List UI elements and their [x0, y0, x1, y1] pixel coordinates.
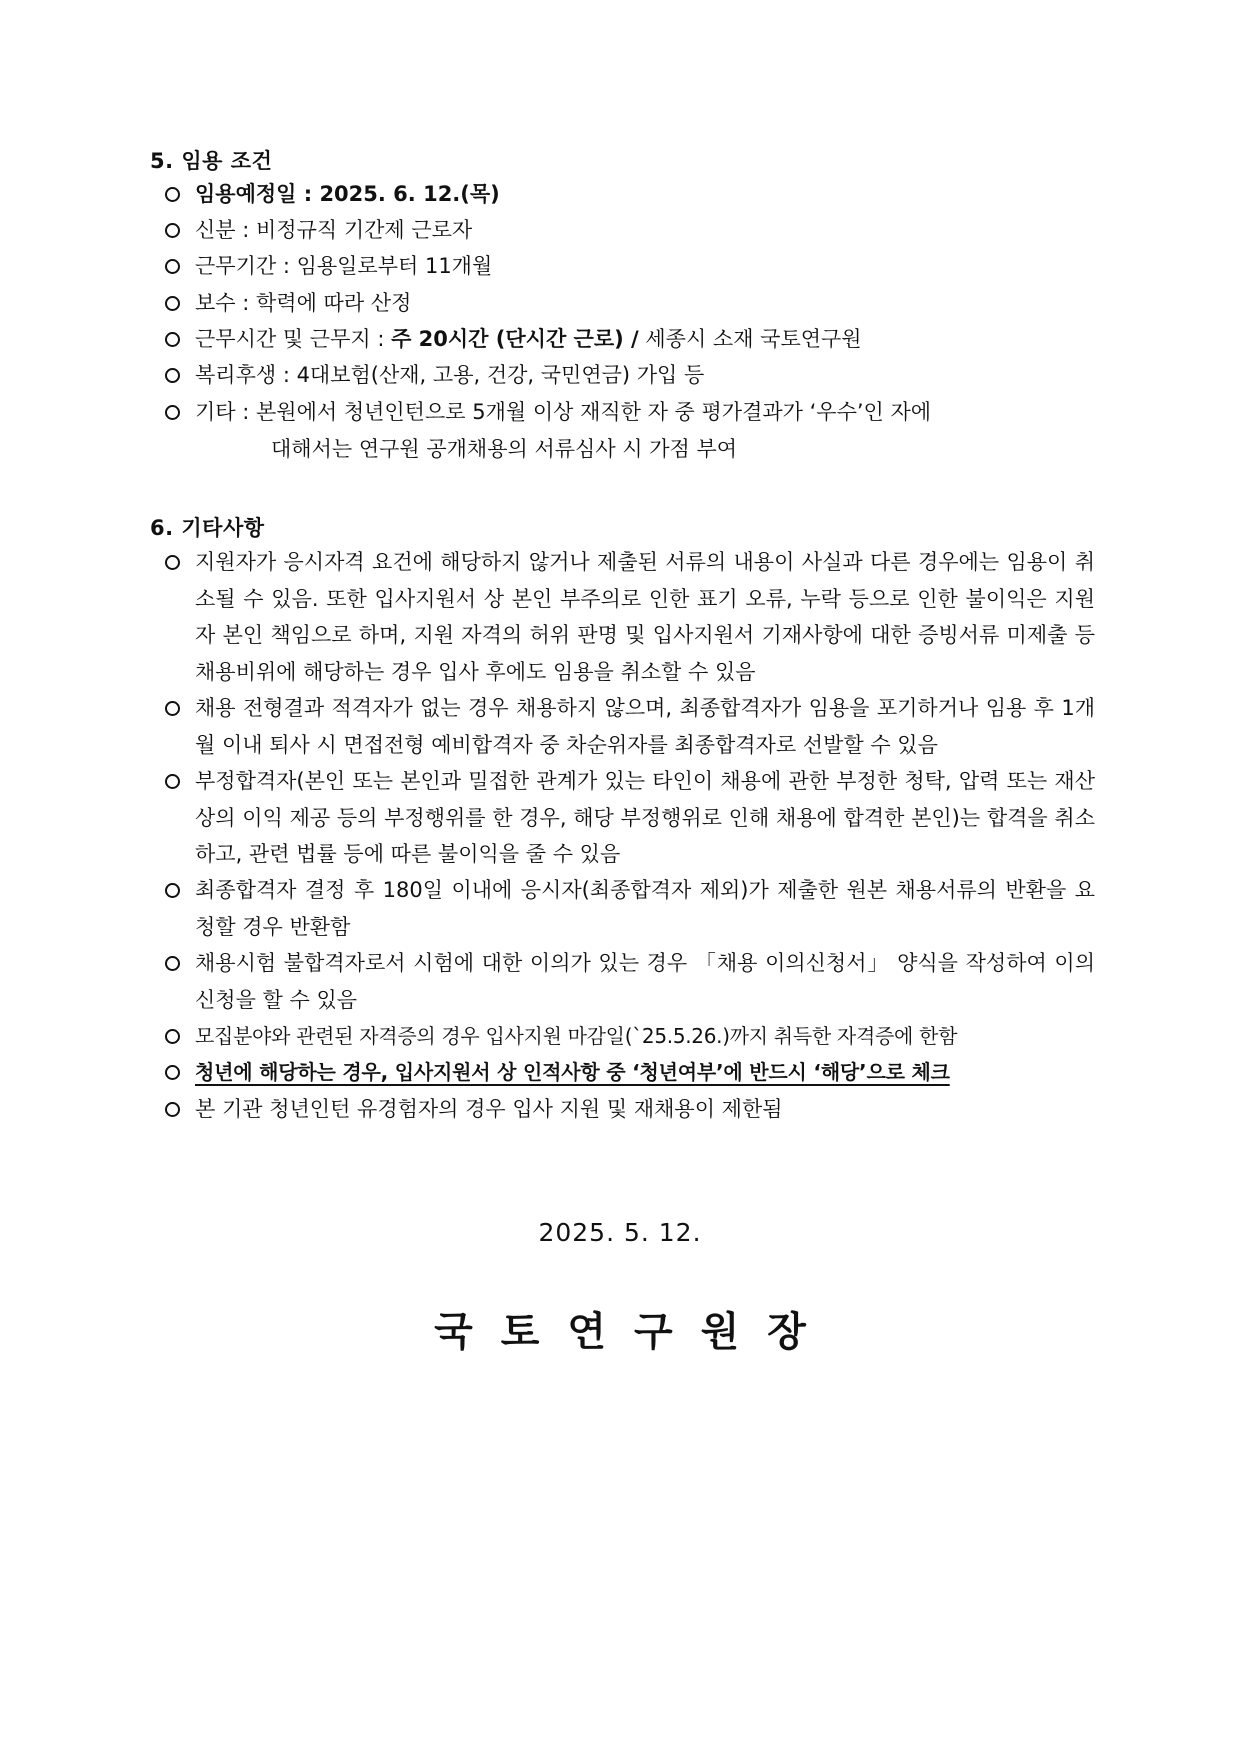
notice-item-3 [165, 763, 1095, 873]
condition-start-date [165, 176, 1095, 213]
notice-item-8 [165, 1091, 1095, 1128]
circle-bullet-icon [165, 259, 180, 274]
hours-label: 근무시간 및 근무지 : [195, 327, 392, 351]
notice-item-3-text: 부정합격자(본인 또는 본인과 밀접한 관계가 있는 타인이 채용에 관한 부정한 청탁, 압력 또는 재산상의 이익 제공 등의 부정행위를 한 경우, 해당 부정행위로 인해 채용에 합격한 본인)는 합격을 취소하고, 관련 법률 등에 따른 불이익을 줄 수 있음 [195, 769, 1095, 866]
condition-status [165, 212, 1095, 249]
section-6-title: 6. 기타사항 [150, 516, 265, 540]
condition-period [165, 248, 1095, 285]
notice-item-4-text: 최종합격자 결정 후 180일 이내에 응시자(최종합격자 제외)가 제출한 원본 채용서류의 반환을 요청할 경우 반환함 [195, 878, 1095, 939]
circle-bullet-icon [165, 956, 180, 971]
condition-other-text [195, 394, 1095, 467]
circle-bullet-icon [165, 1029, 180, 1044]
condition-period-text: 근무기간 : 임용일로부터 11개월 [195, 254, 493, 278]
circle-bullet-icon [165, 296, 180, 311]
condition-other [165, 394, 1095, 467]
condition-hours-location [165, 321, 1095, 358]
circle-bullet-icon [165, 368, 180, 383]
notice-item-5-text: 채용시험 불합격자로서 시험에 대한 이의가 있는 경우 「채용 이의신청서」 양식을 작성하여 이의신청을 할 수 있음 [195, 951, 1095, 1012]
notice-item-1 [165, 544, 1095, 690]
circle-bullet-icon [165, 701, 180, 716]
notice-item-7 [165, 1054, 1095, 1091]
notice-item-8-text: 본 기관 청년인턴 유경험자의 경우 입사 지원 및 재채용이 제한됨 [195, 1097, 783, 1121]
hours-rest: 세종시 소재 국토연구원 [638, 327, 862, 351]
notice-item-5 [165, 945, 1095, 1018]
other-line-2: 대해서는 연구원 공개채용의 서류심사 시 가점 부여 [271, 436, 738, 461]
circle-bullet-icon [165, 883, 180, 898]
circle-bullet-icon [165, 1102, 180, 1117]
condition-start-date-text: 임용예정일 : 2025. 6. 12.(목) [195, 182, 500, 206]
notice-item-4 [165, 872, 1095, 945]
notice-item-1-text: 지원자가 응시자격 요건에 해당하지 않거나 제출된 서류의 내용이 사실과 다른 경우에는 임용이 취소될 수 있음. 또한 입사지원서 상 본인 부주의로 인한 표기 오류, 누락 등으로 인한 불이익은 지원자 본인 책임으로 하며, 지원 자격의 허위 판명 및 입사지원서 기재사항에 대한 증빙서류 미제출 등 채용비위에 해당하는 경우 입사 후에도 임용을 취소할 수 있음 [195, 550, 1095, 684]
issue-date: 2025. 5. 12. [538, 1218, 702, 1247]
condition-hours-location-text [195, 321, 1095, 358]
condition-status-text: 신분 : 비정규직 기간제 근로자 [195, 218, 473, 242]
hours-strong: 주 20시간 (단시간 근로) / [391, 327, 639, 351]
condition-welfare-text: 복리후생 : 4대보험(산재, 고용, 건강, 국민연금) 가입 등 [195, 363, 705, 387]
condition-welfare [165, 357, 1095, 394]
notice-item-2-text: 채용 전형결과 적격자가 없는 경우 채용하지 않으며, 최종합격자가 임용을 포기하거나 임용 후 1개월 이내 퇴사 시 면접전형 예비합격자 중 차순위자를 최종합격자로 선발할 수 있음 [195, 696, 1095, 757]
notice-item-6-text: 모집분야와 관련된 자격증의 경우 입사지원 마감일(`25.5.26.)까지 취득한 자격증에 한함 [195, 1024, 958, 1048]
notice-item-6 [165, 1018, 1095, 1055]
issuer-signature: 국토연구원장 [434, 1309, 834, 1355]
condition-pay-text: 보수 : 학력에 따라 산정 [195, 291, 412, 315]
circle-bullet-icon [165, 1065, 180, 1080]
condition-pay [165, 285, 1095, 322]
circle-bullet-icon [165, 555, 180, 570]
circle-bullet-icon [165, 223, 180, 238]
circle-bullet-icon [165, 774, 180, 789]
notice-item-7-text: 청년에 해당하는 경우, 입사지원서 상 인적사항 중 ‘청년여부’에 반드시 ‘해당’으로 체크 [195, 1060, 950, 1084]
circle-bullet-icon [165, 332, 180, 347]
circle-bullet-icon [165, 187, 180, 202]
circle-bullet-icon [165, 405, 180, 420]
notice-item-2 [165, 690, 1095, 763]
other-line-1: 기타 : 본원에서 청년인턴으로 5개월 이상 재직한 자 중 평가결과가 ‘우수’인 자에 [195, 400, 932, 424]
section-5-title: 5. 임용 조건 [150, 149, 273, 173]
